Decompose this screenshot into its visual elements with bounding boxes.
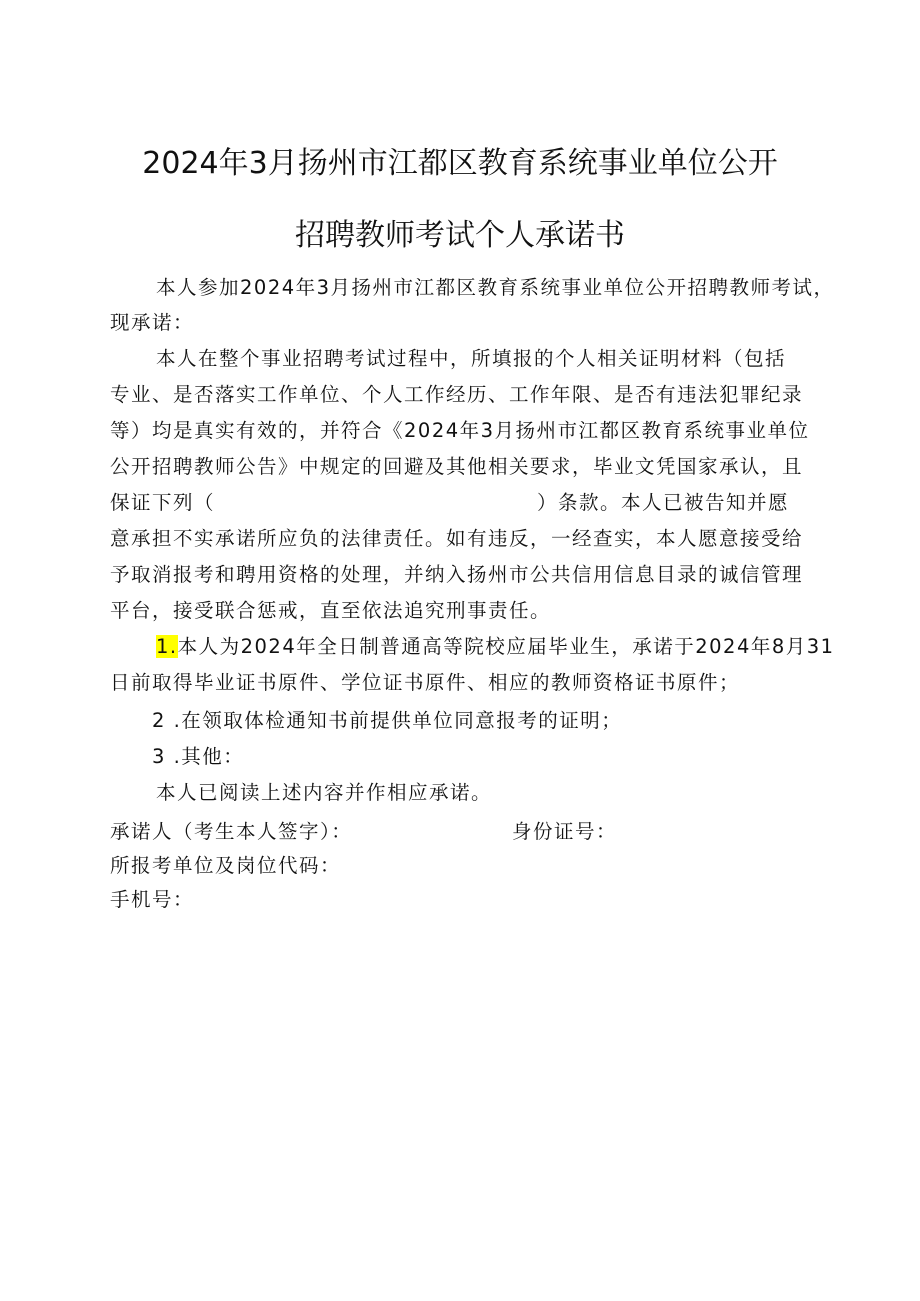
- title-line-2: 招聘教师考试个人承诺书: [295, 218, 625, 253]
- signature-label: 承诺人（考生本人签字）：: [110, 820, 353, 843]
- para1-line-5a: 保证下列（: [110, 491, 216, 514]
- intro-line-1: 本人参加2024年3月扬州市江都区教育系统事业单位公开招聘教师考试，: [156, 276, 835, 299]
- para1-line-2: 专业、是否落实工作单位、个人工作经历、工作年限、是否有违法犯罪纪录: [110, 383, 804, 406]
- unit-position-code-label: 所报考单位及岗位代码：: [110, 854, 342, 877]
- phone-label: 手机号：: [110, 888, 195, 911]
- item-2: 2 .在领取体检通知书前提供单位同意报考的证明；: [152, 709, 623, 732]
- para1-line-8: 平台，接受联合惩戒，直至依法追究刑事责任。: [110, 599, 552, 622]
- intro-line-2: 现承诺：: [110, 311, 195, 334]
- para1-line-1: 本人在整个事业招聘考试过程中，所填报的个人相关证明材料（包括: [156, 347, 787, 370]
- item-1-line-2: 日前取得毕业证书原件、学位证书原件、相应的教师资格证书原件；: [110, 671, 741, 694]
- closing-statement: 本人已阅读上述内容并作相应承诺。: [156, 781, 493, 804]
- item-1-line-1: [156, 631, 835, 659]
- para1-line-3: 等）均是真实有效的，并符合《2024年3月扬州市江都区教育系统事业单位: [110, 419, 810, 442]
- para1-line-5b: ）条款。本人已被告知并愿: [537, 491, 790, 514]
- para1-line-7: 予取消报考和聘用资格的处理，并纳入扬州市公共信用信息目录的诚信管理: [110, 563, 804, 586]
- para1-line-6: 意承担不实承诺所应负的法律责任。如有违反，一经查实，本人愿意接受给: [110, 527, 804, 550]
- item-1-number: 1.: [156, 635, 178, 658]
- para1-line-4: 公开招聘教师公告》中规定的回避及其他相关要求，毕业文凭国家承认，且: [110, 455, 804, 478]
- item-3: 3 .其他：: [152, 745, 245, 768]
- title-line-1: 2024年3月扬州市江都区教育系统事业单位公开: [142, 146, 778, 181]
- item-1-text: 本人为2024年全日制普通高等院校应届毕业生，承诺于2024年8月31: [177, 635, 835, 658]
- id-number-label: 身份证号：: [512, 820, 618, 843]
